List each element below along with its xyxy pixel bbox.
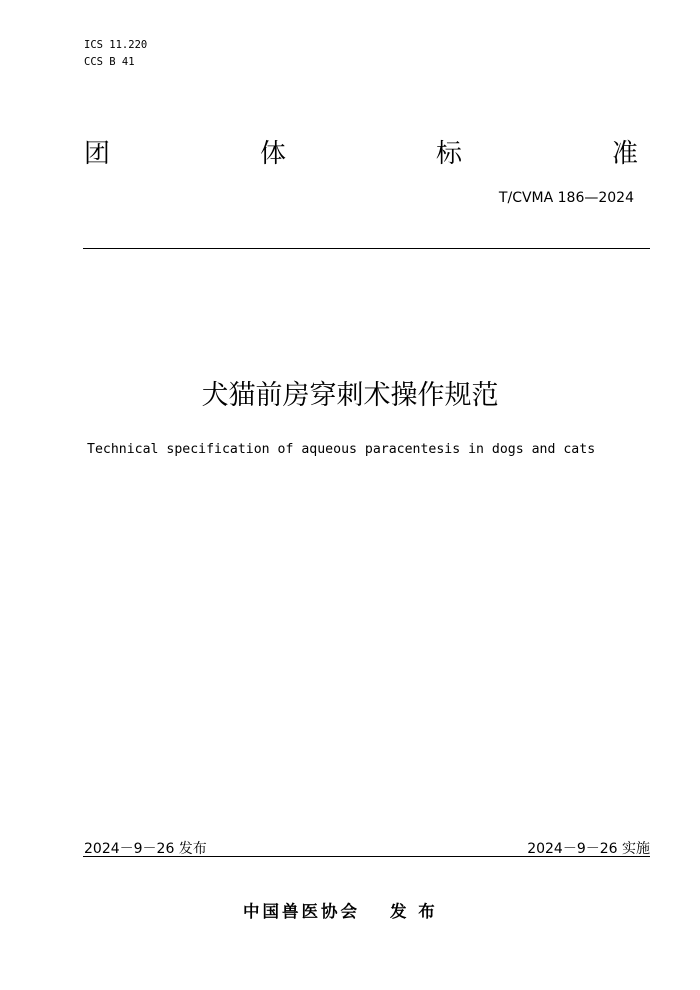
standard-type [84,137,638,171]
ccs-code: CCS B 41 [84,56,135,68]
classification-codes [84,37,147,71]
implementation-date: 2024－9－26 实施 [527,841,650,857]
top-divider [83,248,650,249]
standard-type-char: 体 [259,139,286,169]
title-english: Technical specification of aqueous paracentesis in dogs and cats [87,442,596,457]
bottom-divider [83,856,650,857]
publisher-line [243,898,438,922]
publisher-action: 发 布 [390,902,438,921]
publication-date: 2024－9－26 发布 [84,841,207,857]
publisher-name: 中国兽医协会 [243,902,360,921]
standard-type-char: 标 [435,139,462,169]
standard-number: T/CVMA 186—2024 [498,190,634,206]
standard-type-char: 准 [611,139,638,169]
title-chinese: 犬猫前房穿刺术操作规范 [201,380,499,411]
ics-code: ICS 11.220 [84,39,148,51]
standard-type-char: 团 [84,139,111,169]
